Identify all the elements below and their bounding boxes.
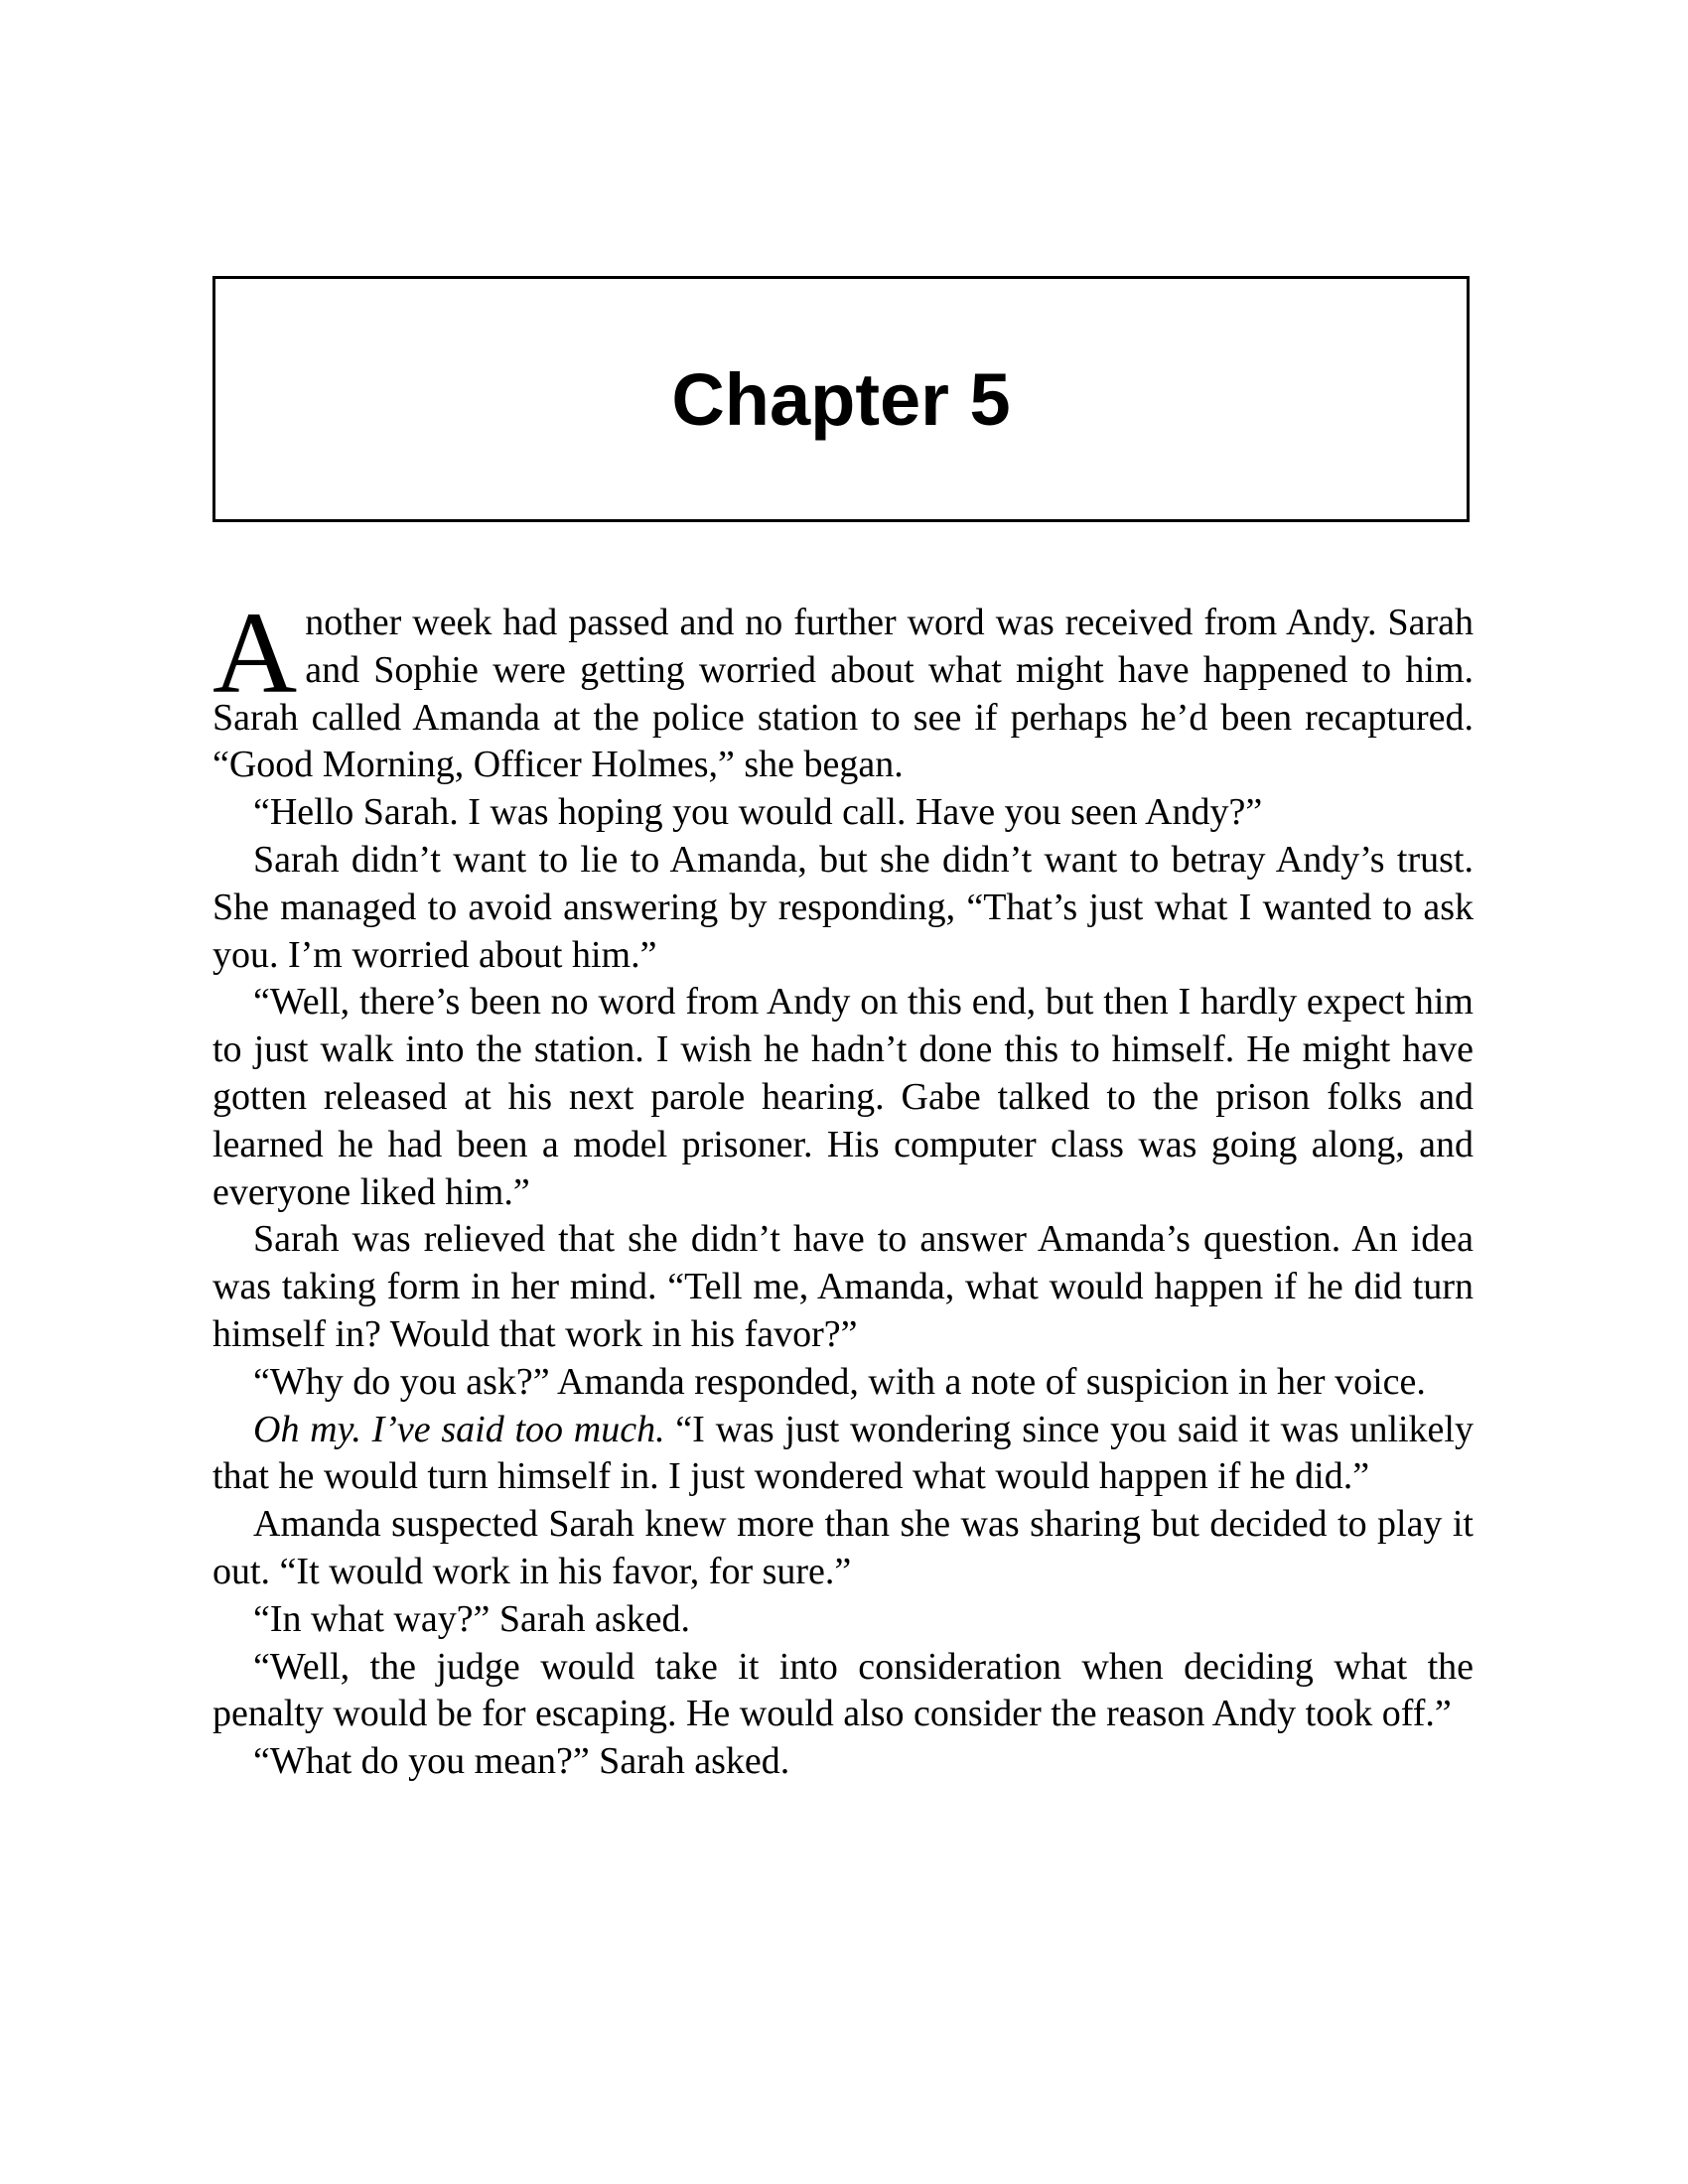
paragraph-9: “In what way?” Sarah asked. [253, 1597, 690, 1640]
paragraph-5: Sarah was relieved that she didn’t have to answer Amanda’s question. An idea was taking form in her mind. “Tell me, Amanda, what would happen if he did turn himself in? Would that work in his favor?” [212, 1218, 1474, 1355]
paragraph-10: “Well, the judge would take it into consideration when deciding what the penalty would be for escaping. He would also consider the reason Andy took off.” [212, 1645, 1474, 1735]
paragraph-11: “What do you mean?” Sarah asked. [253, 1740, 790, 1783]
paragraph-6: “Why do you ask?” Amanda responded, with a note of suspicion in her voice. [253, 1360, 1426, 1403]
paragraph-1 [212, 588, 1474, 789]
inner-thought: Oh my. I’ve said too much. [253, 1408, 665, 1450]
paragraph-1-text: nother week had passed and no further word was received from Andy. Sarah and Sophie were getting worried about what might have happened to him. Sarah called Amanda at the police station to see if perhaps he’d been recaptured. “Good Morning, Officer Holmes,” she began. [212, 602, 1474, 786]
chapter-title: Chapter 5 [671, 357, 1011, 441]
paragraph-7-text: “I was just wondering since you said it was unlikely that he would turn himself in. I just wondered what would happen if he did.” [212, 1408, 1474, 1498]
paragraph-8: Amanda suspected Sarah knew more than she was sharing but decided to play it out. “It would work in his favor, for sure.” [212, 1503, 1474, 1592]
chapter-body [212, 588, 1474, 1786]
chapter-heading-box [212, 276, 1470, 522]
drop-cap: A [212, 588, 298, 718]
paragraph-2: “Hello Sarah. I was hoping you would call. Have you seen Andy?” [253, 791, 1263, 834]
paragraph-3: Sarah didn’t want to lie to Amanda, but she didn’t want to betray Andy’s trust. She managed to avoid answering by responding, “That’s just what I wanted to ask you. I’m worried about him.” [212, 838, 1474, 976]
paragraph-4: “Well, there’s been no word from Andy on this end, but then I hardly expect him to just walk into the station. I wish he hadn’t done this to himself. He might have gotten released at his next parole hearing. Gabe talked to the prison folks and learned he had been a model prisoner. His computer class was going along, and everyone liked him.” [212, 981, 1474, 1213]
paragraph-7 [212, 1407, 1474, 1502]
